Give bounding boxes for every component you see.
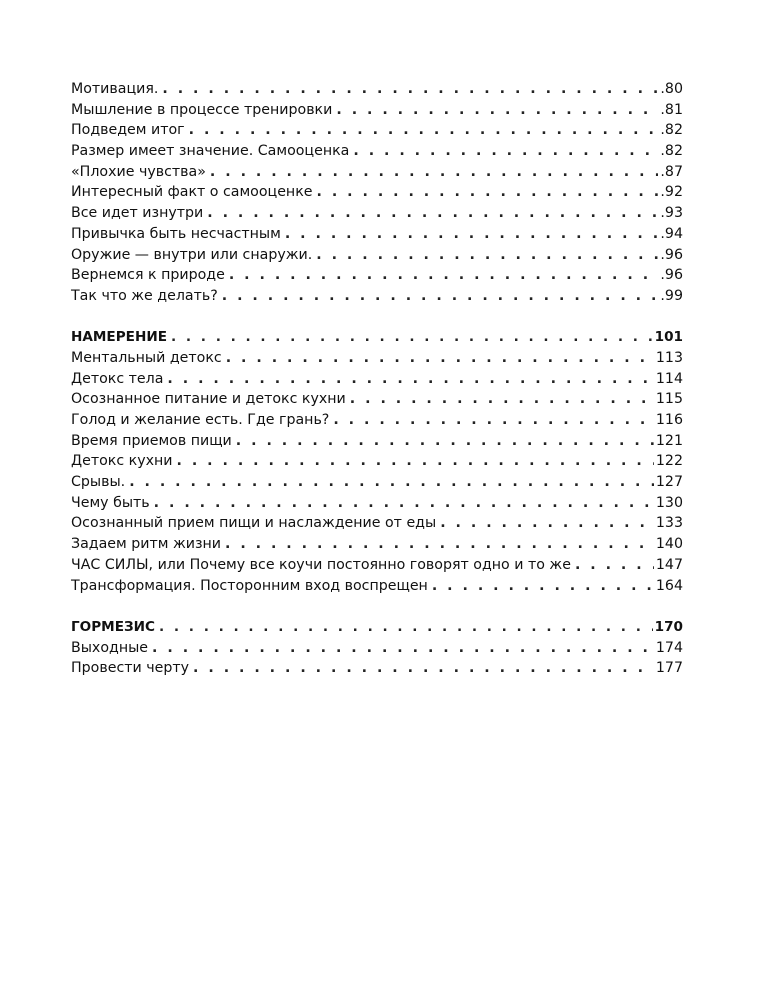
toc-entry[interactable] [71,555,683,576]
section-spacer [71,307,683,328]
toc-entry[interactable] [71,410,683,431]
dot-leader [236,431,654,452]
dot-leader [222,286,659,307]
toc-entry[interactable] [71,534,683,555]
toc-entry[interactable] [71,658,683,679]
toc-entry-page: .96 [660,246,683,263]
dot-leader [226,348,654,369]
toc-section-heading[interactable] [71,617,683,638]
toc-entry-page: .92 [660,184,683,201]
toc-entry[interactable] [71,576,683,597]
toc-entry-page: 115 [655,391,683,408]
dot-leader [207,203,658,224]
toc-entry-page: 177 [655,660,683,677]
toc-entry-title: Чему быть [71,494,150,511]
toc-entry-title: Вернемся к природе [71,267,225,284]
toc-entry[interactable] [71,245,683,266]
dot-leader [440,513,654,534]
toc-entry[interactable] [71,182,683,203]
table-of-contents [71,79,683,679]
dot-leader [575,555,654,576]
toc-entry[interactable] [71,638,683,659]
dot-leader [154,493,654,514]
toc-entry[interactable] [71,513,683,534]
toc-group-1 [71,79,683,307]
toc-entry[interactable] [71,120,683,141]
toc-entry-title: Интересный факт о самооценке [71,184,313,201]
toc-entry[interactable] [71,224,683,245]
dot-leader [162,79,658,100]
dot-leader [316,245,658,266]
toc-entry-page: 113 [655,349,683,366]
dot-leader [189,120,659,141]
toc-entry-page: .99 [660,287,683,304]
toc-entry-title: Срывы. [71,474,126,491]
toc-entry-title: Детокс кухни [71,453,173,470]
toc-entry-page: 140 [655,536,683,553]
toc-entry-page: .82 [660,122,683,139]
toc-entry[interactable] [71,100,683,121]
toc-heading-page: 101 [654,329,683,346]
toc-entry[interactable] [71,389,683,410]
toc-heading-title: ГОРМЕЗИС [71,618,156,635]
toc-entry[interactable] [71,286,683,307]
toc-entry[interactable] [71,203,683,224]
toc-entry-page: 116 [655,412,683,428]
toc-entry-page: 133 [655,515,683,532]
dot-leader [336,100,658,121]
toc-entry-page: .93 [660,205,683,222]
toc-entry-title: Все идет изнутри [71,205,204,222]
toc-entry-page: .96 [660,267,683,284]
toc-entry-title: «Плохие чувства» [71,163,206,180]
toc-entry-title: Выходные [71,639,149,656]
toc-entry-page: 121 [655,432,683,449]
dot-leader [193,658,654,679]
dot-leader [167,369,654,390]
toc-entry-page: 122 [655,453,683,470]
toc-entry[interactable] [71,265,683,286]
toc-entry-page: .94 [660,225,683,242]
dot-leader [333,410,654,431]
toc-group-2 [71,327,683,596]
toc-entry-page: 147 [655,556,683,573]
toc-entry[interactable] [71,79,683,100]
toc-entry-title: Осознанное питание и детокс кухни [71,391,346,408]
toc-entry[interactable] [71,348,683,369]
dot-leader [152,638,654,659]
toc-entry[interactable] [71,472,683,493]
toc-entry-title: Осознанный прием пищи и наслаждение от еды [71,515,437,532]
dot-leader [432,576,654,597]
dot-leader [285,224,659,245]
dot-leader [225,534,654,555]
toc-entry-title: Трансформация. Посторонним вход воспрещен [71,577,428,594]
toc-entry-title: Голод и желание есть. Где грань? [71,412,330,428]
dot-leader [171,327,653,348]
toc-entry-title: Детокс тела [71,370,164,387]
toc-entry-title: Мышление в процессе тренировки [71,101,333,118]
toc-entry-page: 130 [655,494,683,511]
toc-heading-title: НАМЕРЕНИЕ [71,329,167,346]
toc-entry-page: .87 [660,163,683,180]
dot-leader [129,472,654,493]
toc-entry-page: 114 [655,370,683,387]
toc-entry-page: .81 [660,101,683,118]
toc-entry[interactable] [71,493,683,514]
toc-entry-title: Ментальный детокс [71,349,222,366]
toc-group-3 [71,617,683,679]
dot-leader [317,182,659,203]
toc-entry-title: Так что же делать? [71,287,218,304]
toc-entry-title: Мотивация. [71,81,159,97]
toc-entry-title: Размер имеет значение. Самооценка [71,143,350,160]
toc-entry[interactable] [71,369,683,390]
toc-entry-title: Задаем ритм жизни [71,536,221,553]
toc-entry[interactable] [71,141,683,162]
toc-entry-title: Оружие — внутри или снаружи. [71,246,313,263]
toc-entry-title: Время приемов пищи [71,432,232,449]
dot-leader [350,389,654,410]
toc-entry-page: 127 [655,474,683,491]
toc-entry-title: ЧАС СИЛЫ, или Почему все коучи постоянно говорят одно и то же [71,556,571,573]
toc-entry[interactable] [71,451,683,472]
toc-section-heading[interactable] [71,327,683,348]
toc-entry[interactable] [71,431,683,452]
toc-entry-title: Привычка быть несчастным [71,225,281,242]
toc-entry-title: Подведем итог [71,122,185,139]
toc-entry-page: 164 [655,577,683,594]
dot-leader [177,451,654,472]
dot-leader [229,265,659,286]
toc-heading-page: 170 [654,618,683,635]
toc-entry-title: Провести черту [71,660,190,677]
dot-leader [353,141,658,162]
toc-entry-page: 174 [655,639,683,656]
dot-leader [159,617,653,638]
dot-leader [210,162,659,183]
toc-entry[interactable] [71,162,683,183]
toc-entry-page: .80 [660,81,683,97]
toc-entry-page: .82 [660,143,683,160]
section-spacer [71,596,683,617]
